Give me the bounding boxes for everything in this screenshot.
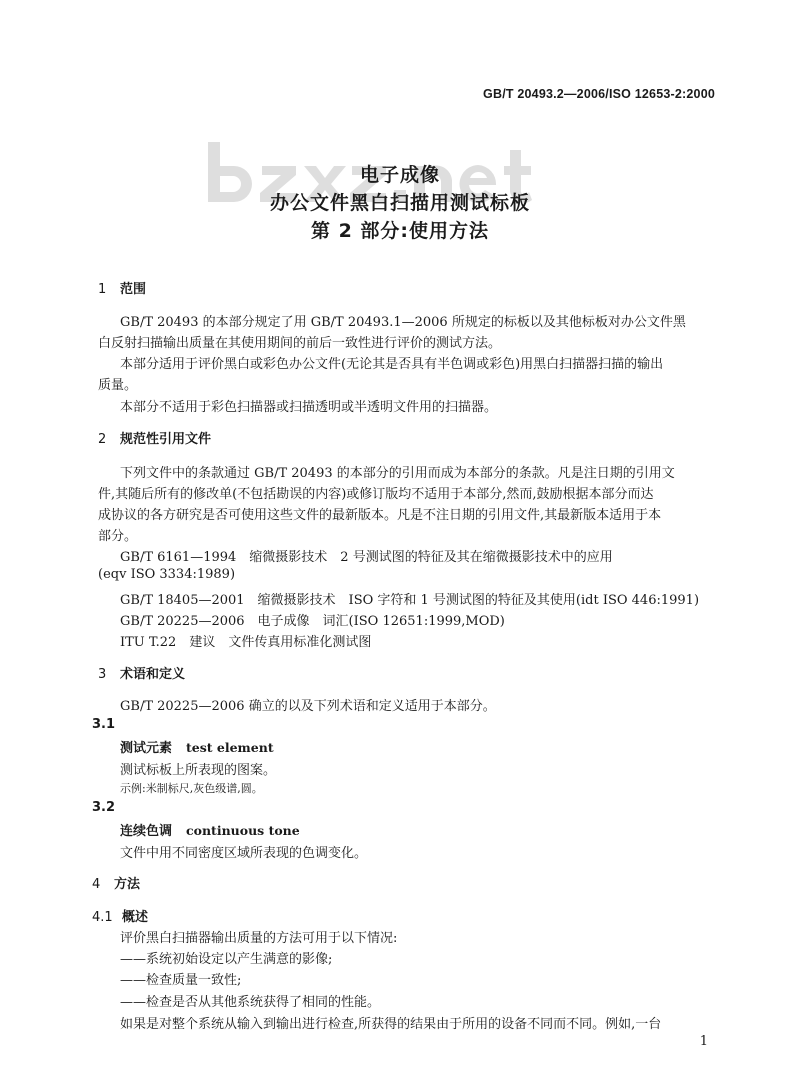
section-2-heading <box>98 428 211 447</box>
term-definition: 文件中用不同密度区域所表现的色调变化。 <box>120 846 368 861</box>
reference-item: (eqv ISO 3334:1989) <box>98 567 236 582</box>
page-number: 1 <box>699 1034 708 1049</box>
section-1-title: 范围 <box>120 282 147 297</box>
term-definition: 测试标板上所表现的图案。 <box>120 763 277 778</box>
paragraph: 成协议的各方研究是否可使用这些文件的最新版本。凡是不注日期的引用文件,其最新版本适用于本 <box>98 508 662 523</box>
list-item: ——检查质量一致性; <box>120 973 242 988</box>
paragraph: 本部分不适用于彩色扫描器或扫描透明或半透明文件用的扫描器。 <box>120 400 498 415</box>
list-item: ——系统初始设定以产生满意的影像; <box>120 952 333 967</box>
subsection-4-1-number: 4.1 <box>92 910 113 925</box>
list-item: ——检查是否从其他系统获得了相同的性能。 <box>120 995 381 1010</box>
section-2-number: 2 <box>98 432 107 447</box>
title-line-3: 第 2 部分:使用方法 <box>310 220 490 242</box>
term-3-2-number: 3.2 <box>92 800 116 815</box>
subsection-4-1-heading <box>92 906 148 925</box>
reference-item: GB/T 20225—2006 电子成像 词汇(ISO 12651:1999,MOD) <box>120 614 505 629</box>
term-3-1 <box>120 737 274 756</box>
term-example: 示例:米制标尺,灰色级谱,圆。 <box>120 782 263 795</box>
section-3-title: 术语和定义 <box>120 667 186 682</box>
title-line-1: 电子成像 <box>359 164 440 186</box>
section-3-number: 3 <box>98 667 107 682</box>
term-3-2 <box>120 820 300 839</box>
paragraph: 件,其随后所有的修改单(不包括勘误的内容)或修订版均不适用于本部分,然而,鼓励根据本部分而达 <box>98 487 654 502</box>
term-en: continuous tone <box>186 823 300 838</box>
section-4-number: 4 <box>92 877 101 892</box>
title-line-2: 办公文件黑白扫描用测试标板 <box>269 192 530 214</box>
section-3-heading <box>98 663 185 682</box>
paragraph: 如果是对整个系统从输入到输出进行检查,所获得的结果由于所用的设备不同而不同。例如,一台 <box>120 1017 662 1032</box>
paragraph: GB/T 20493 的本部分规定了用 GB/T 20493.1—2006 所规定的标板以及其他标板对办公文件黑 <box>120 315 686 330</box>
paragraph: 部分。 <box>98 529 138 544</box>
term-en: test element <box>186 740 274 755</box>
paragraph: 质量。 <box>98 378 138 393</box>
section-4-heading <box>92 873 140 892</box>
subsection-4-1-title: 概述 <box>122 910 149 925</box>
reference-item: GB/T 6161—1994 缩微摄影技术 2 号测试图的特征及其在缩微摄影技术中的应用 <box>120 550 613 565</box>
paragraph: 评价黑白扫描器输出质量的方法可用于以下情况: <box>120 931 398 946</box>
section-2-title: 规范性引用文件 <box>120 432 212 447</box>
paragraph: GB/T 20225—2006 确立的以及下列术语和定义适用于本部分。 <box>120 699 496 714</box>
term-zh: 连续色调 <box>120 824 173 839</box>
paragraph: 本部分适用于评价黑白或彩色办公文件(无论其是否具有半色调或彩色)用黑白扫描器扫描的输出 <box>120 357 664 372</box>
term-zh: 测试元素 <box>120 741 173 756</box>
reference-item: ITU T.22 建议 文件传真用标准化测试图 <box>120 635 372 650</box>
paragraph: 白反射扫描输出质量在其使用期间的前后一致性进行评价的测试方法。 <box>98 336 502 351</box>
section-1-number: 1 <box>98 282 107 297</box>
term-3-1-number: 3.1 <box>92 717 116 732</box>
standard-code: GB/T 20493.2—2006/ISO 12653-2:2000 <box>483 87 715 101</box>
paragraph: 下列文件中的条款通过 GB/T 20493 的本部分的引用而成为本部分的条款。凡是注日期的引用文 <box>120 466 675 481</box>
section-1-heading <box>98 278 146 297</box>
section-4-title: 方法 <box>114 877 141 892</box>
reference-item: GB/T 18405—2001 缩微摄影技术 ISO 字符和 1 号测试图的特征及其使用(idt ISO 446:1991) <box>120 593 700 608</box>
